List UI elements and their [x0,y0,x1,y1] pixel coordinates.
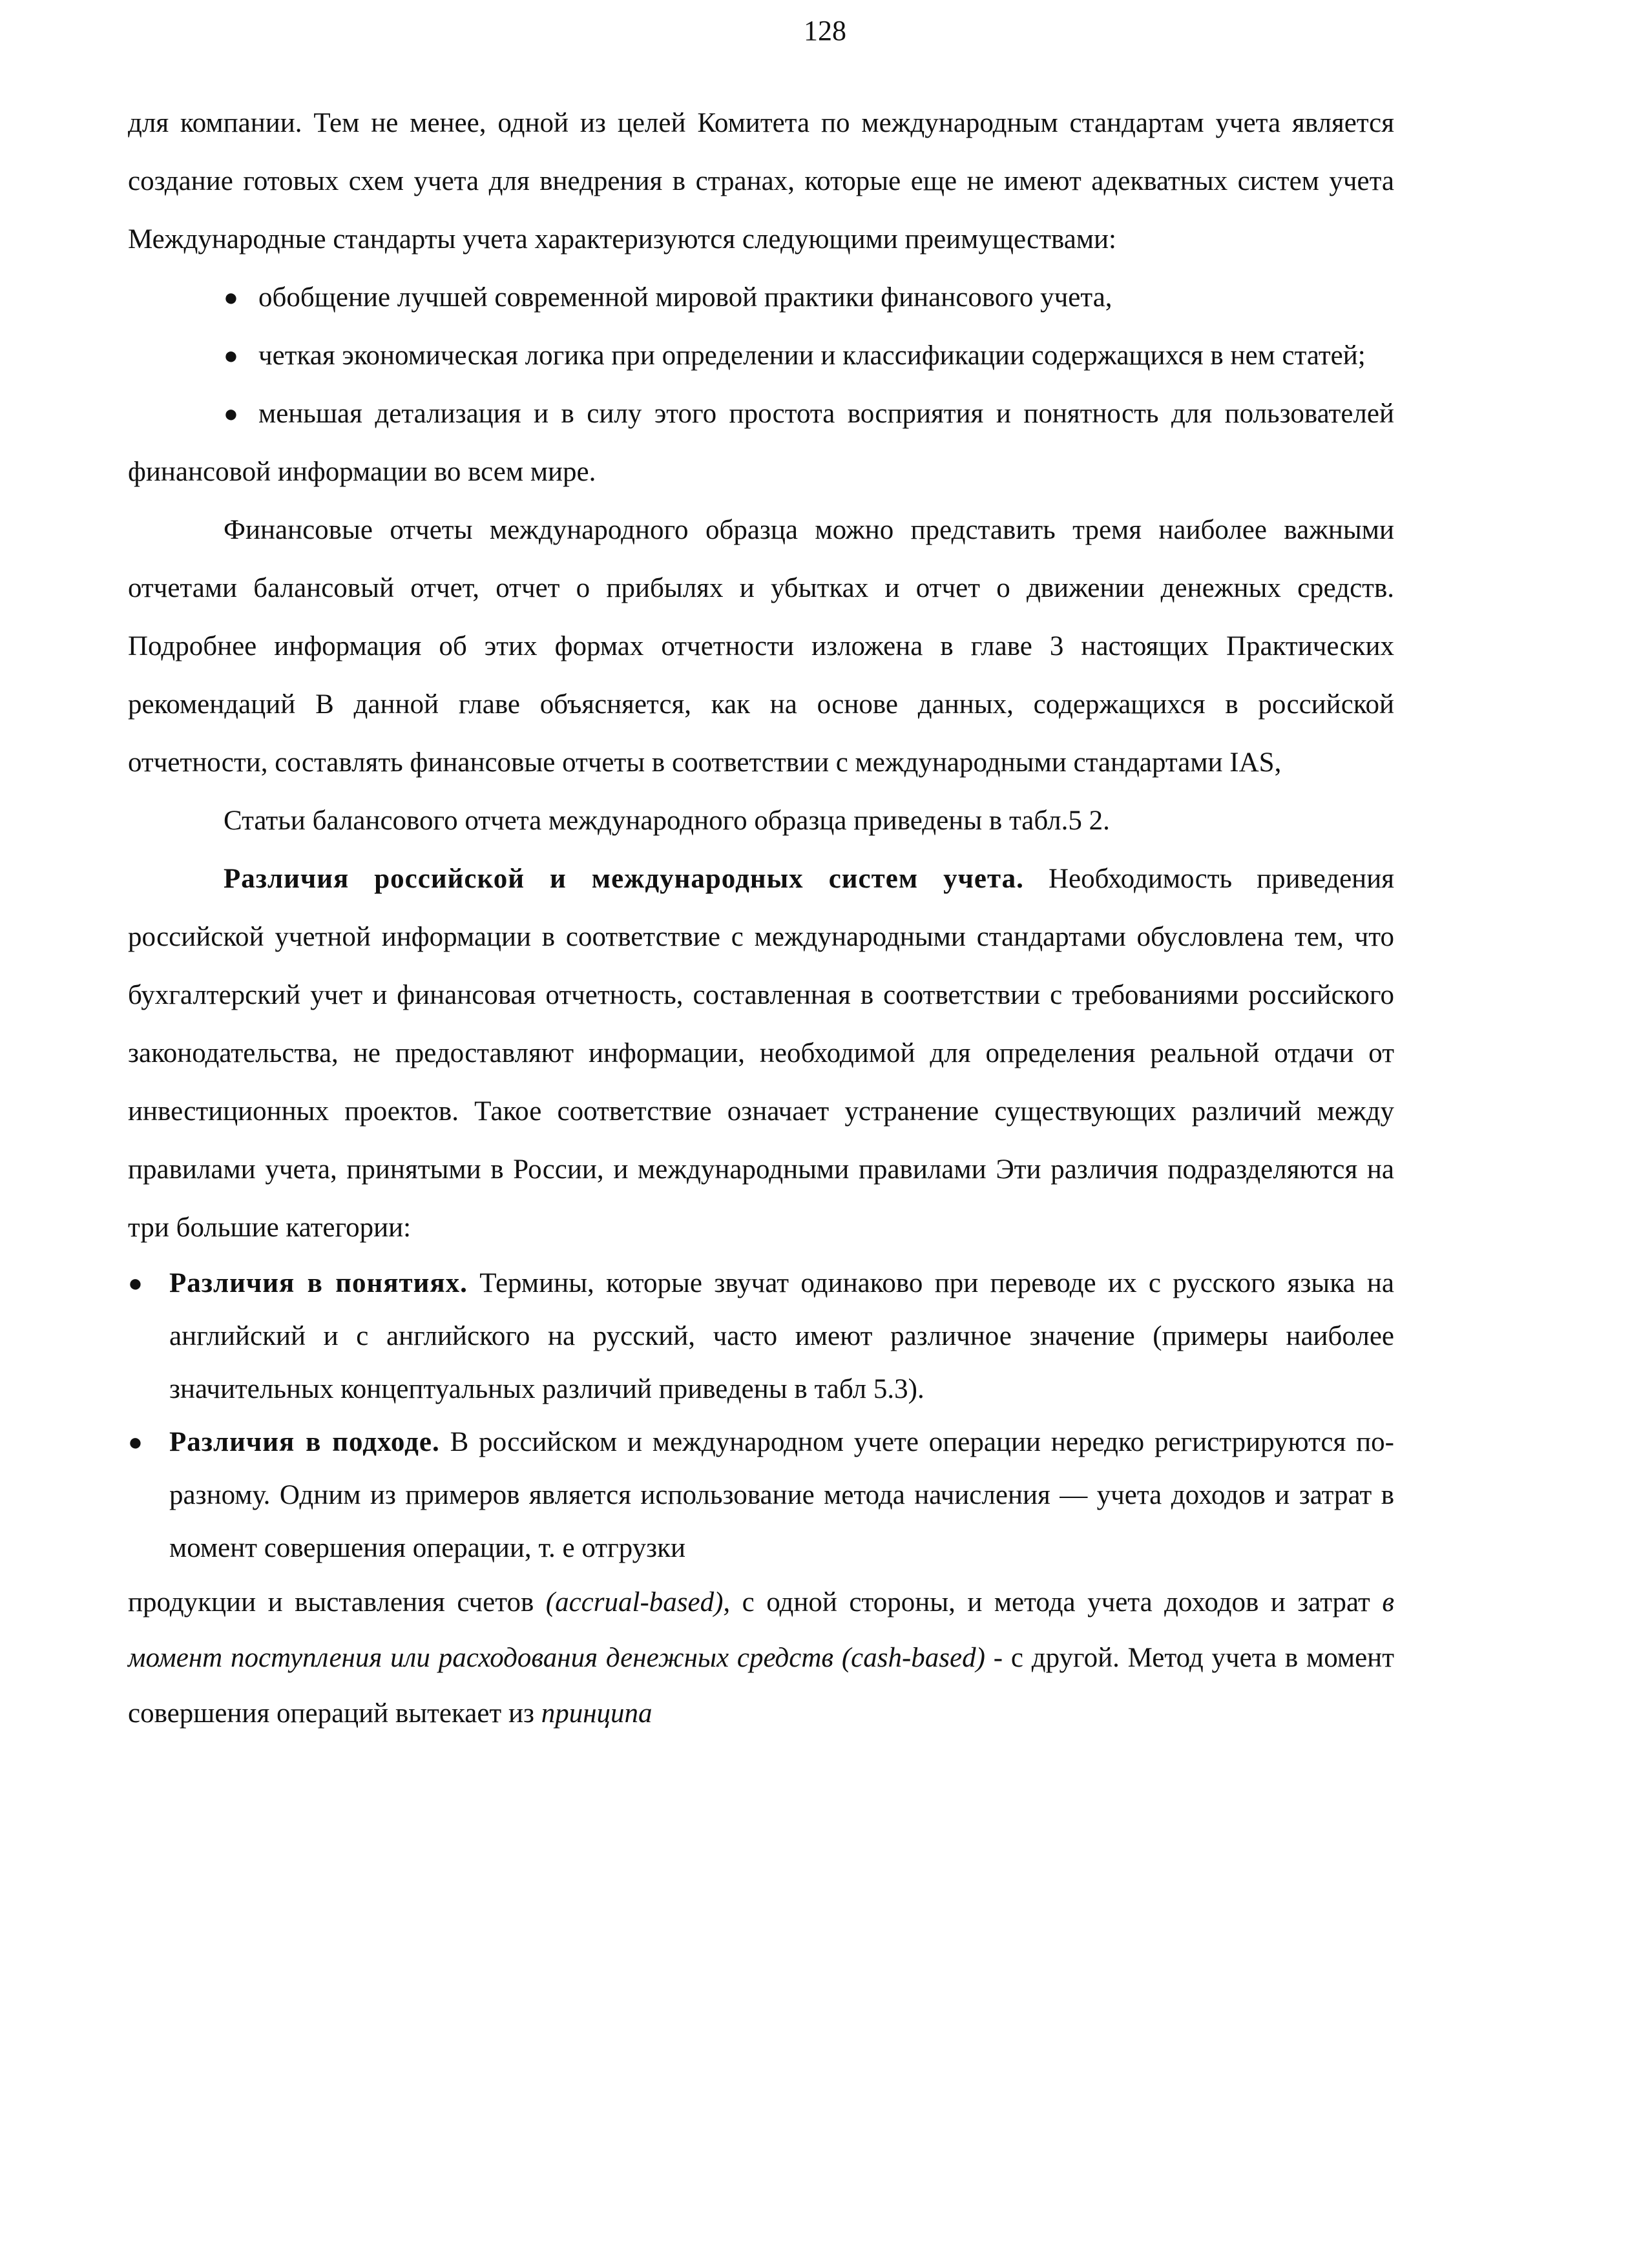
paragraph-table-reference: Статьи балансового отчета международного образца приведены в табл.5 2. [224,806,1110,836]
document-body [128,94,1394,1742]
category-text-1: Термины, которые звучат одинаково при переводе их с русского языка на английский и с английского на русский, часто имеют различное значение (примеры наиболее значительных концептуальных различий приведены в табл 5.3). [169,1268,1394,1404]
advantage-text-1: обобщение лучшей современной мировой практики финансового учета, [258,282,1112,313]
advantage-item-2 [128,327,1394,385]
continuation-italic-1: (accrual-based), [545,1587,731,1618]
continuation-italic-3: принципа [541,1698,653,1729]
bullet-icon: ● [224,401,238,428]
category-heading-1: Различия в понятиях. [169,1268,468,1298]
continuation-text-1: продукции и выставления счетов [128,1587,546,1618]
continuation-italic-2: в момент поступления или расходования денежных средств (cash-based) [128,1587,1394,1673]
continuation-text-3: - с другой. Метод учета в момент совершения операций вытекает из [128,1643,1394,1729]
advantage-text-2: четкая экономическая логика при определении и классификации содержащихся в нем статей; [258,340,1366,371]
bullet-icon: ● [224,342,238,369]
bullet-icon: ● [128,1429,143,1456]
paragraph-intro: для компании. Тем не менее, одной из целей Комитета по международным стандартам учета является создание готовых схем учета для внедрения в странах, которые еще не имеют адекватных систем учета Международные стандарты учета характеризуются следующими преимуществами: [128,108,1394,255]
paragraph-continuation [128,1575,1394,1742]
category-heading-2: Различия в подходе. [169,1427,440,1457]
continuation-text-2: с одной стороны, и метода учета доходов и затрат [730,1587,1383,1618]
paragraph-differences [128,850,1394,1257]
page-number: 128 [804,15,846,47]
bullet-icon: ● [224,284,238,311]
category-item-2 [128,1416,1394,1575]
advantage-item-3 [128,385,1394,501]
section-heading: Различия российской и международных систем учета. [224,864,1024,894]
category-text-2: В российском и международном учете операции нередко регистрируются по-разному. Одним из примеров является использование метода начисления — учета доходов и затрат в момент совершения операции, т. е отгрузки [169,1427,1394,1563]
paragraph-differences-text: Необходимость приведения российской учетной информации в соответствие с международными стандартами обусловлена тем, что бухгалтерский учет и финансовая отчетность, составленная в соответствии с требованиями российского законодательства, не предоставляют информации, необходимой для определения реальной отдачи от инвестиционных проектов. Такое соответствие означает устранение существующих различий между правилами учета, принятыми в России, и международными правилами Эти различия подразделяются на три большие категории: [128,864,1394,1243]
category-item-1 [128,1257,1394,1416]
paragraph-financial-reports: Финансовые отчеты международного образца можно представить тремя наиболее важными отчетами балансовый отчет, отчет о прибылях и убытках и отчет о движении денежных средств. Подробнее информация об этих формах отчетности изложена в главе 3 настоящих Практических рекомендаций В данной главе объясняется, как на основе данных, содержащихся в российской отчетности, составлять финансовые отчеты в соответствии с международными стандартами IAS, [128,515,1394,778]
advantage-text-3: меньшая детализация и в силу этого простота восприятия и понятность для пользователей финансовой информации во всем мире. [128,399,1394,487]
advantage-item-1 [128,269,1394,327]
bullet-icon: ● [128,1270,143,1297]
